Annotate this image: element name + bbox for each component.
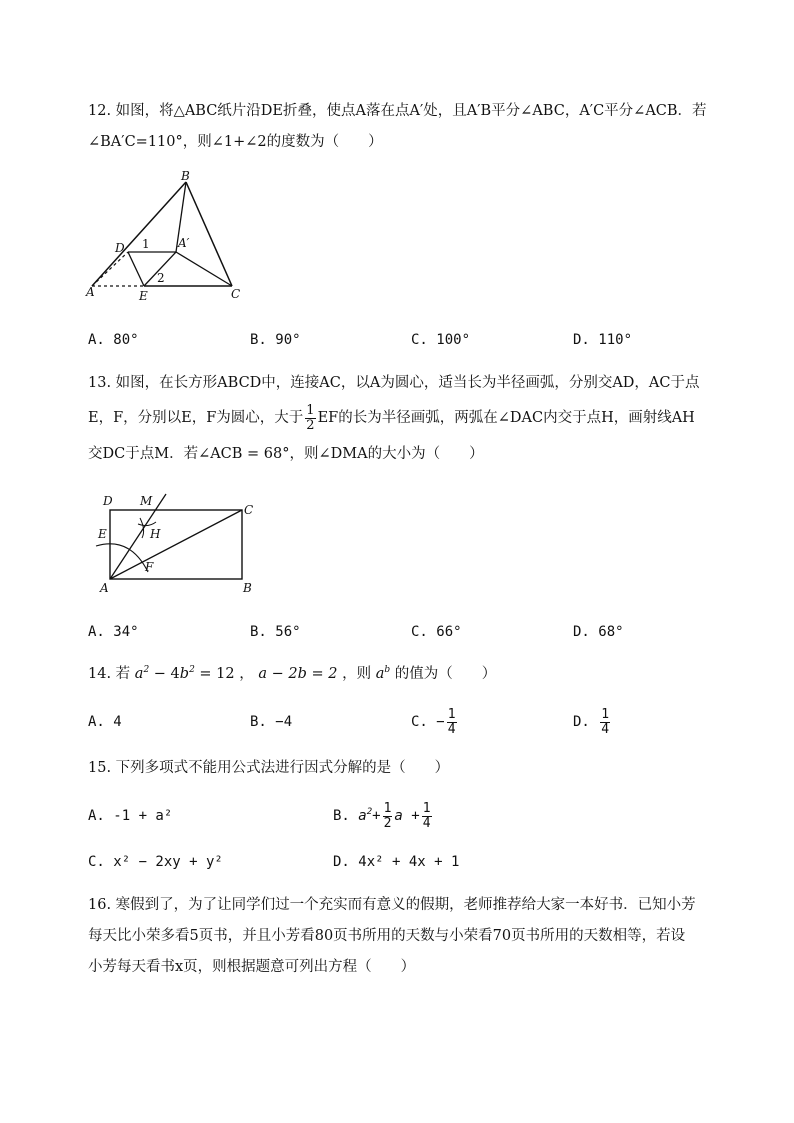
q14-option-d[interactable] bbox=[573, 702, 612, 742]
q13-frac-numerator: 1 bbox=[306, 402, 315, 418]
q13-label-c: C bbox=[244, 503, 254, 517]
q12-option-c[interactable]: C. 100° bbox=[411, 332, 471, 348]
q15-option-b-label: B. bbox=[333, 808, 350, 824]
q12-fold-de bbox=[128, 252, 144, 286]
q12-label-d: D bbox=[115, 241, 125, 255]
q12-label-c: C bbox=[231, 287, 241, 301]
q15-stem: 15. 下列多项式不能用公式法进行因式分解的是（ ） bbox=[88, 760, 450, 776]
q13-arc-h2 bbox=[140, 518, 144, 538]
q15-option-c[interactable]: C. x² − 2xy + y² bbox=[88, 854, 223, 870]
q15-option-b-base: a bbox=[358, 808, 367, 824]
q14-eq1-exp1: 2 bbox=[143, 665, 150, 675]
q15-option-b-frac2-num: 1 bbox=[422, 800, 431, 816]
q15-option-b-frac2-den: 4 bbox=[422, 815, 431, 831]
q13-stem-line3: 交DC于点M．若∠ACB = 68°，则∠DMA的大小为（ ） bbox=[88, 446, 484, 462]
q12-option-d[interactable]: D. 110° bbox=[573, 332, 633, 348]
q14-power bbox=[376, 666, 390, 682]
q14-option-d-label: D. bbox=[573, 714, 590, 730]
q12-triangle-figure bbox=[80, 170, 260, 310]
q14-option-c-label: C. bbox=[411, 714, 428, 730]
q16-stem-line1: 16. 寒假到了，为了让同学们过一个充实而有意义的假期，老师推荐给大家一本好书．已知小芳 bbox=[88, 897, 696, 913]
q12-side-ab-upper bbox=[92, 182, 186, 286]
q12-a-prime-c bbox=[176, 252, 232, 286]
q13-frac-denominator: 2 bbox=[306, 417, 315, 433]
q13-line2-part1: E，F，分别以E，F为圆心，大于 bbox=[88, 410, 304, 426]
q14-eq1-rhs: = 12 bbox=[194, 666, 235, 682]
q14-option-a[interactable]: A. 4 bbox=[88, 714, 122, 730]
q13-option-d[interactable]: D. 68° bbox=[573, 624, 624, 640]
q13-stem-line2 bbox=[88, 401, 695, 435]
q14-option-c-num: 1 bbox=[447, 706, 456, 722]
q14-option-c[interactable] bbox=[411, 702, 459, 742]
q15-option-d[interactable]: D. 4x² + 4x + 1 bbox=[333, 854, 460, 870]
q13-label-e: E bbox=[98, 527, 107, 541]
q14-stem bbox=[88, 664, 496, 684]
q14-option-b[interactable]: B. −4 bbox=[250, 714, 293, 730]
q14-option-c-sign: − bbox=[436, 714, 445, 730]
q14-option-d-num: 1 bbox=[601, 706, 610, 722]
q15-option-b-plus: + bbox=[372, 808, 381, 824]
q13-stem-line1: 13. 如图，在长方形ABCD中，连接AC，以A为圆心，适当长为半径画弧，分别交AD，AC于点 bbox=[88, 375, 700, 391]
q14-mid: ，则 bbox=[342, 666, 372, 682]
q13-label-d: D bbox=[103, 494, 113, 508]
q13-label-a: A bbox=[100, 581, 109, 595]
q15-option-b[interactable] bbox=[333, 796, 434, 836]
q13-arc-ef bbox=[96, 544, 148, 572]
q15-option-b-frac1-num: 1 bbox=[383, 800, 392, 816]
q14-option-d-fraction bbox=[600, 708, 610, 737]
q13-option-b[interactable]: B. 56° bbox=[250, 624, 301, 640]
q13-fraction-half bbox=[305, 404, 315, 433]
q12-label-e: E bbox=[139, 289, 148, 303]
q14-prefix: 14. 若 bbox=[88, 666, 131, 682]
q15-option-b-frac1-den: 2 bbox=[383, 815, 392, 831]
q13-label-h: H bbox=[150, 527, 161, 541]
q13-line2-part2: EF的长为半径画弧，两弧在∠DAC内交于点H，画射线AH bbox=[317, 410, 695, 426]
q12-option-b[interactable]: B. 90° bbox=[250, 332, 301, 348]
q13-option-c[interactable]: C. 66° bbox=[411, 624, 462, 640]
q14-eq1-mid: − 4 bbox=[149, 666, 180, 682]
q14-option-d-den: 4 bbox=[601, 721, 610, 737]
q12-label-angle1: 1 bbox=[142, 237, 150, 251]
q13-label-f: F bbox=[145, 560, 154, 574]
q14-eq1-exp2: 2 bbox=[189, 665, 195, 675]
q14-power-exp: b bbox=[384, 665, 391, 675]
q15-option-b-frac2 bbox=[422, 802, 432, 831]
q14-option-c-fraction bbox=[447, 708, 457, 737]
q13-rectangle-figure bbox=[90, 488, 270, 600]
q12-label-a-prime: A′ bbox=[178, 236, 190, 250]
q14-eq2: a − 2b = 2 bbox=[258, 666, 338, 682]
q14-suffix: 的值为（ ） bbox=[394, 666, 497, 682]
q16-stem-line2: 每天比小荣多看5页书，并且小芳看80页书所用的天数与小荣看70页书所用的天数相等，若设 bbox=[88, 928, 686, 944]
q15-option-b-exp: 2 bbox=[366, 807, 373, 817]
q15-option-a[interactable]: A. -1 + a² bbox=[88, 808, 173, 824]
q13-label-b: B bbox=[243, 581, 252, 595]
q14-eq1-a: a bbox=[134, 666, 144, 682]
q14-power-base: a bbox=[375, 666, 385, 682]
q13-diagonal-ac bbox=[110, 510, 242, 579]
q14-eq1 bbox=[135, 666, 235, 682]
q14-eq1-b: b bbox=[179, 666, 190, 682]
q12-label-b: B bbox=[181, 170, 190, 183]
q15-option-b-a bbox=[358, 806, 372, 826]
q16-stem-line3: 小芳每天看书x页，则根据题意可列出方程（ ） bbox=[88, 959, 416, 975]
q13-label-m: M bbox=[140, 494, 153, 508]
q13-option-a[interactable]: A. 34° bbox=[88, 624, 139, 640]
q12-stem-line2: ∠BA′C=110°，则∠1+∠2的度数为（ ） bbox=[88, 134, 383, 150]
q12-side-bc bbox=[186, 182, 232, 286]
q12-dashed-ad bbox=[92, 252, 128, 286]
q12-label-angle2: 2 bbox=[157, 271, 165, 285]
q12-stem-line1: 12. 如图，将△ABC纸片沿DE折叠，使点A落在点A′处，且A′B平分∠ABC，A′C平分∠ACB．若 bbox=[88, 103, 707, 119]
q12-label-a: A bbox=[86, 285, 95, 299]
q12-option-a[interactable]: A. 80° bbox=[88, 332, 139, 348]
q14-sep: ， bbox=[239, 666, 254, 682]
q14-option-c-den: 4 bbox=[447, 721, 456, 737]
q15-option-b-frac1 bbox=[383, 802, 393, 831]
q15-option-b-a2: a + bbox=[394, 808, 420, 824]
